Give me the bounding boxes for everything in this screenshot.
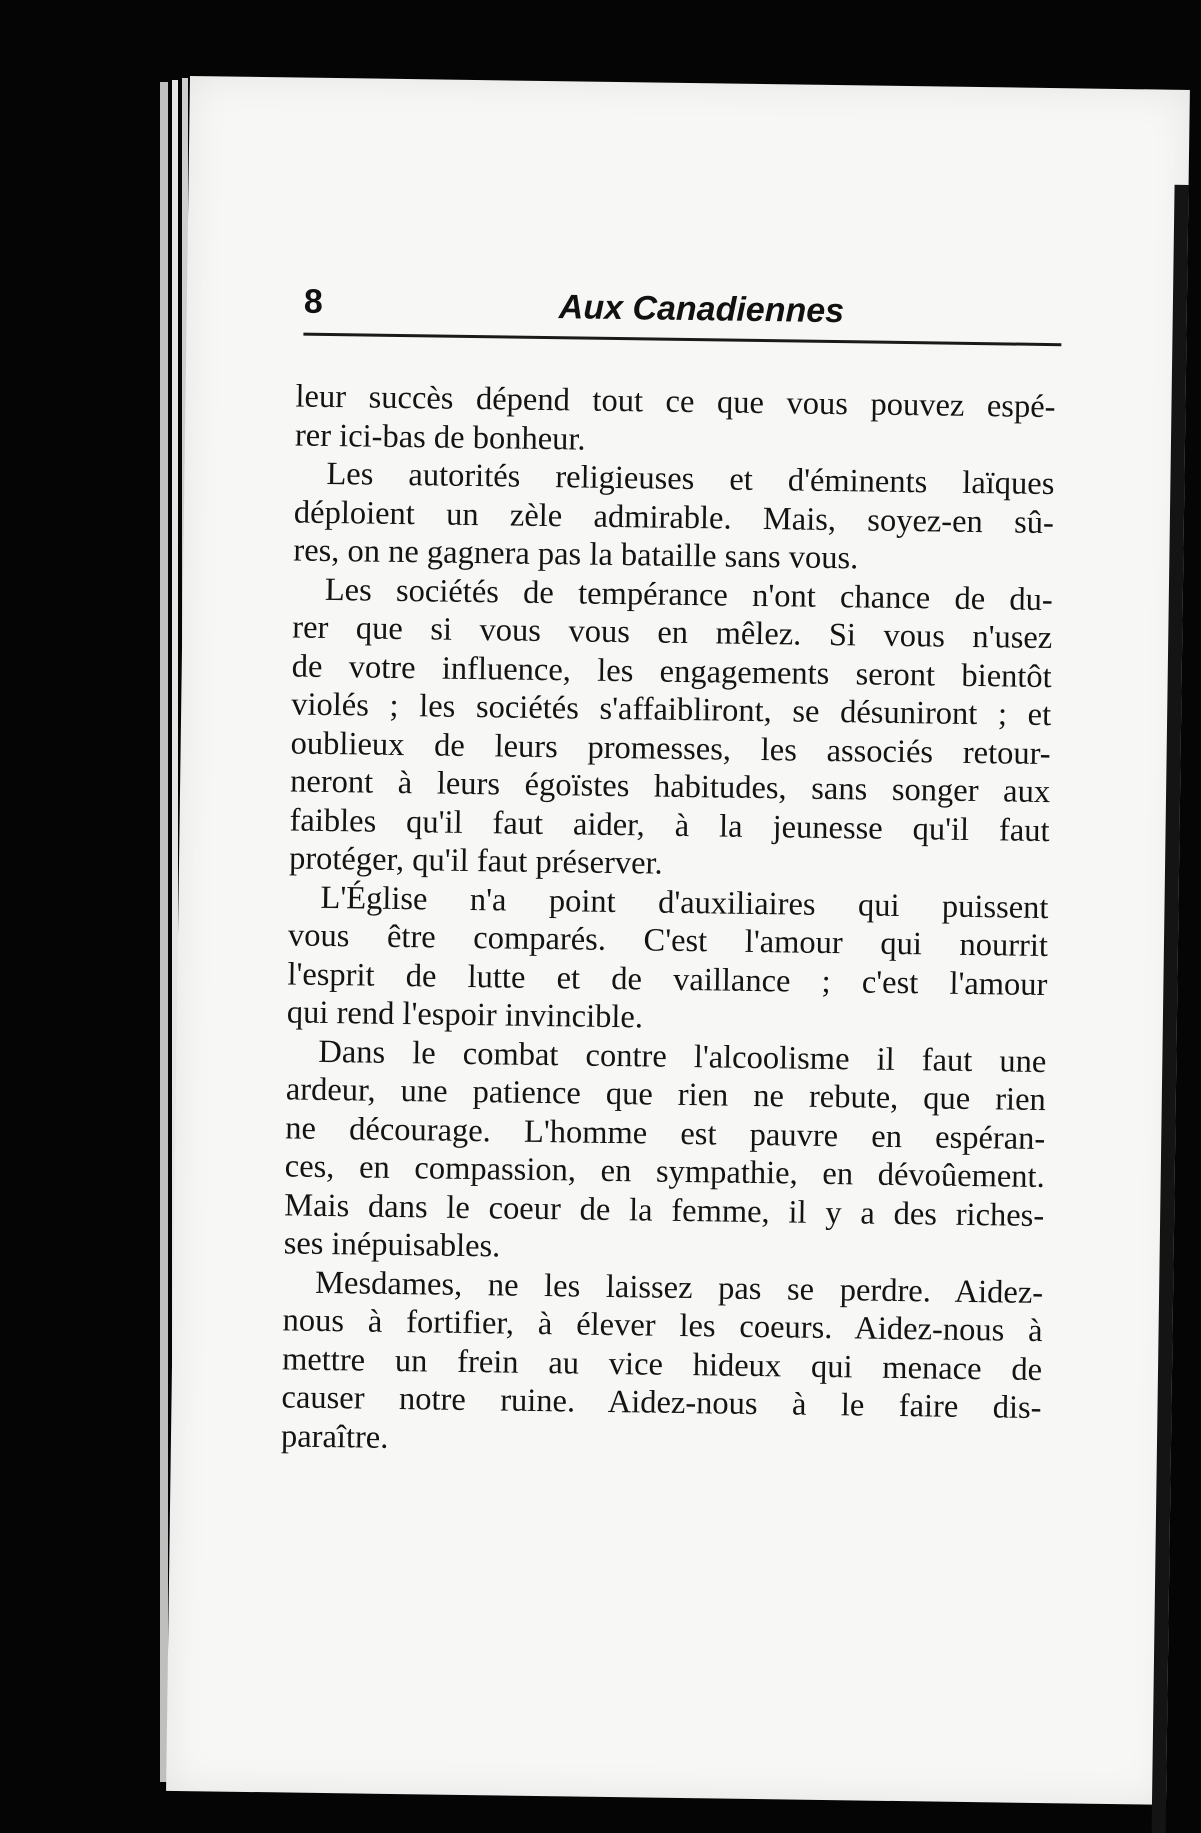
text-line: rer que si vous vous en mêlez. Si vous n'usez bbox=[292, 609, 1053, 657]
text-line: Dans le combat contre l'alcoolisme il faut une bbox=[318, 1033, 1047, 1080]
paragraph bbox=[293, 454, 1055, 580]
text-line: rer ici-bas de bonheur. bbox=[294, 417, 586, 458]
paragraph bbox=[287, 878, 1049, 1043]
text-line: ne décourage. L'homme est pauvre en espéran- bbox=[285, 1109, 1046, 1157]
text-line: leur succès dépend tout ce que vous pouvez espé- bbox=[295, 378, 1056, 426]
paragraph bbox=[289, 570, 1053, 889]
text-line: causer notre ruine. Aidez-nous à le faire dis- bbox=[281, 1379, 1042, 1427]
text-line: vous être comparés. C'est l'amour qui nourrit bbox=[287, 917, 1049, 965]
page-header bbox=[303, 283, 1064, 364]
text-line: l'esprit de lutte et de vaillance ; c'est l'amour bbox=[287, 955, 1048, 1003]
paragraph bbox=[283, 1032, 1046, 1274]
text-line: violés ; les sociétés s'affaibliront, se désuniront ; et bbox=[290, 686, 1052, 734]
text-line: mettre un frein au vice hideux qui menace de bbox=[281, 1340, 1043, 1388]
page-number: 8 bbox=[303, 282, 324, 321]
text-line: L'Église n'a point d'auxiliaires qui puissent bbox=[320, 879, 1049, 926]
body-text bbox=[281, 378, 1056, 1467]
text-line: neront à leurs égoïstes habitudes, sans songer aux bbox=[289, 763, 1051, 811]
page-edge bbox=[160, 82, 168, 1782]
text-line: ardeur, une patience que rien ne rebute, que rien bbox=[285, 1071, 1047, 1119]
text-line: faibles qu'il faut aider, à la jeunesse qu'il faut bbox=[289, 801, 1050, 849]
text-line: Mesdames, ne les laissez pas se perdre. Aidez- bbox=[314, 1264, 1044, 1311]
text-line: de votre influence, les engagements seront bientôt bbox=[291, 647, 1052, 695]
text-line: oublieux de leurs promesses, les associés retour- bbox=[290, 724, 1051, 772]
paragraph bbox=[295, 378, 1056, 466]
text-line: Mais dans le coeur de la femme, il y a des riches- bbox=[283, 1186, 1045, 1234]
text-line: res, on ne gagnera pas la bataille sans vous. bbox=[293, 532, 859, 577]
text-line: protéger, qu'il faut préserver. bbox=[288, 840, 663, 882]
text-line: ces, en compassion, en sympathie, en dévoûement. bbox=[284, 1148, 1045, 1196]
text-line: nous à fortifier, à élever les coeurs. Aidez-nous à bbox=[282, 1302, 1043, 1350]
page-gutter-shadow bbox=[1151, 185, 1189, 1833]
text-line: Les autorités religieuses et d'éminents laïques bbox=[326, 455, 1055, 503]
paragraph bbox=[281, 1263, 1044, 1466]
book-page bbox=[166, 76, 1190, 1805]
running-title: Aux Canadiennes bbox=[558, 288, 845, 331]
text-line: Les sociétés de tempérance n'ont chance de du- bbox=[324, 571, 1054, 618]
text-line: déploient un zèle admirable. Mais, soyez-en sû- bbox=[293, 493, 1055, 541]
text-line: qui rend l'espoir invincible. bbox=[286, 994, 644, 1036]
header-rule bbox=[303, 333, 1061, 347]
text-line: ses inépuisables. bbox=[283, 1225, 501, 1265]
text-line: paraître. bbox=[280, 1417, 389, 1456]
